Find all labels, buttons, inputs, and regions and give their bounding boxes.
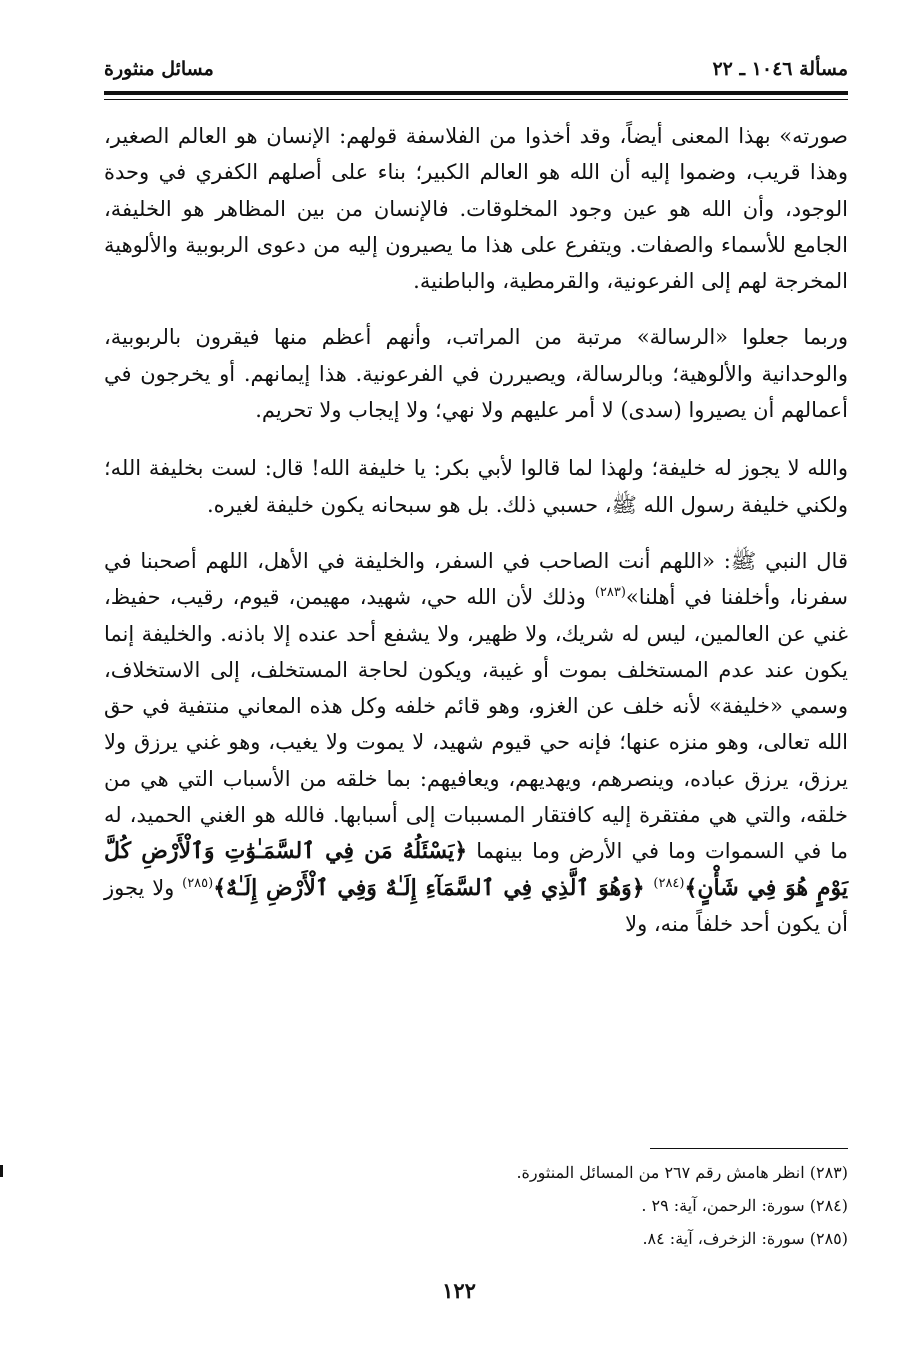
- footnote-285: (٢٨٥) سورة: الزخرف، آية: ٨٤.: [642, 1229, 848, 1248]
- paragraph-2: وربما جعلوا «الرسالة» مرتبة من المراتب، وأنهم أعظم منها فيقرون بالربوبية، والوحدانية والألوهية؛ وبالرسالة، ويصيررن في الفرعونية. هذا إيمانهم. أو يخرجون في أعمالهم أن يصيروا (سدى) لا أمر عليهم ولا نهي؛ ولا إيجاب ولا تحريم.: [104, 325, 848, 423]
- quran-verse-1: ﴿يَسْئَلُهُ مَن فِي ٱلسَّمَـٰوَٰتِ وَٱلْأَرْضِ كُلَّ يَوْمٍ هُوَ فِي شَأْنٍ﴾: [104, 838, 848, 901]
- footnote-rule: [650, 1148, 848, 1149]
- main-text: [104, 118, 848, 962]
- issue-number: مسألة ١٠٤٦ ـ ٢٢: [712, 58, 848, 80]
- paragraph-4-part-1: قال النبي ﷺ: «اللهم أنت الصاحب في السفر، والخليفة في الأهل، اللهم أصحبنا في سفرنا، وأخلفنا في أهلنا»: [104, 548, 848, 610]
- quran-verse-2: ﴿وَهُوَ ٱلَّذِي فِي ٱلسَّمَآءِ إِلَـٰهٌ وَفِي ٱلْأَرْضِ إِلَـٰهٌ﴾: [213, 874, 654, 901]
- paragraph-4-part-3: ولا يجوز أن يكون أحد خلفاً منه، ولا: [104, 875, 848, 936]
- footnote-284: (٢٨٤) سورة: الرحمن، آية: ٢٩ .: [641, 1196, 848, 1215]
- footnote-283: (٢٨٣) انظر هامش رقم ٢٦٧ من المسائل المنثورة.: [516, 1163, 848, 1182]
- footnotes: [104, 1156, 848, 1255]
- header-rule-thick: [104, 91, 848, 95]
- paragraph-3: والله لا يجوز له خليفة؛ ولهذا لما قالوا لأبي بكر: يا خليفة الله! قال: لست بخليفة الله؛ ولكني خليفة رسول الله ﷺ، حسبي ذلك. بل هو سبحانه يكون خليفة لغيره.: [104, 456, 848, 517]
- header-rule-thin: [104, 99, 848, 100]
- scan-edge-mark: [0, 1165, 3, 1177]
- page-number: ١٢٢: [442, 1278, 476, 1303]
- footnote-ref-284: (٢٨٤): [653, 875, 685, 891]
- paragraph-4-part-2: وذلك لأن الله حي، شهيد، مهيمن، قيوم، رقيب، حفيظ، غني عن العالمين، ليس له شريك، ولا ظهير، ولا يشفع أحد عنده إلا باذنه. والخليفة إنما يكون عند عدم المستخلف بموت أو غيبة، ويكون لحاجة المستخلف، إلى الاستخلاف، وسمي «خليفة» لأنه خلف عن الغزو، وهو قائم خلفه وكل هذه المعاني منتفية في حق الله تعالى، وهو منزه عنها؛ فإنه حي قيوم شهيد، لا يموت ولا يغيب، وهو غني يرزق ولا يرزق، يرزق عباده، وينصرهم، ويهديهم، ويعافيهم: بما خلقه من الأسباب التي هي من خلقه، والتي هي مفتقرة إليه كافتقار المسببات إلى أسبابها. فالله هو الغني الحميد، له ما في السموات وما في الأرض وما بينهما: [104, 585, 848, 864]
- running-header: [104, 50, 848, 90]
- paragraph-1: صورته» بهذا المعنى أيضاً، وقد أخذوا من الفلاسفة قولهم: الإنسان هو العالم الصغير، وهذا قريب، وضموا إليه أن الله هو العالم الكبير؛ بناء على أصلهم الكفري في وحدة الوجود، وأن الله هو عين وجود المخلوقات. فالإنسان من بين المظاهر هو الخليفة، الجامع للأسماء والصفات. ويتفرع على هذا ما يصيرون إليه من دعوى الربوبية والألوهية المخرجة لهم إلى الفرعونية، والقرمطية، والباطنية.: [104, 124, 848, 294]
- book-title: مسائل منثورة: [104, 58, 214, 80]
- paragraph-4: [104, 543, 848, 942]
- footnote-ref-285: (٢٨٥): [182, 875, 214, 891]
- footnote-ref-283: (٢٨٣): [594, 585, 626, 601]
